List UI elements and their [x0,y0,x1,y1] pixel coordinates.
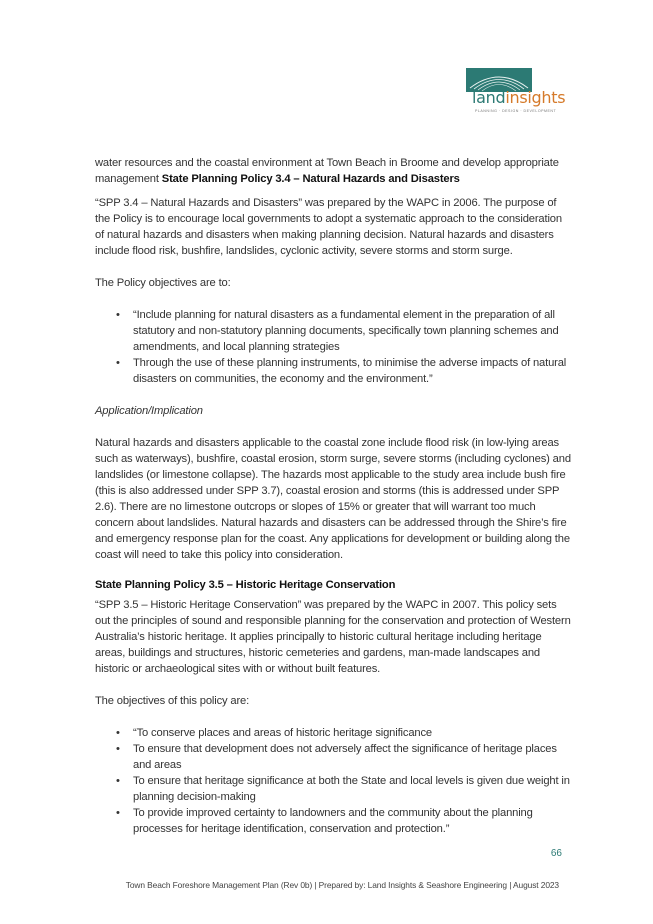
spp34-objectives-intro: The Policy objectives are to: [95,277,231,289]
spp35-objectives-intro: The objectives of this policy are: [95,695,250,707]
application-heading: Application/Implication [95,405,203,417]
page-footer: Town Beach Foreshore Management Plan (Rev 0b) | Prepared by: Land Insights & Seashore Engineering | August 2023 [125,880,559,890]
list-item: • To ensure that development does not adversely affect the significance of heritage places and areas [95,741,571,773]
list-item: • “Include planning for natural disasters as a fundamental element in the preparation of all statutory and non-statutory planning documents, specifically town planning schemes and amendments, and local planning strategies [95,307,571,355]
logo-tagline: PLANNING · DESIGN · DEVELOPMENT [475,109,557,113]
spp35-heading: State Planning Policy 3.5 – Historic Heritage Conservation [95,579,396,591]
intro-text: water resources and the coastal environment at Town Beach in Broome and develop appropriate management [95,157,559,185]
logo-insights-text: insights [505,88,566,107]
list-item: • Through the use of these planning instruments, to minimise the adverse impacts of natural disasters on communities, the economy and the environment.” [95,355,571,387]
spp35-objectives-list [95,725,571,837]
list-item: • “To conserve places and areas of historic heritage significance [95,725,571,741]
company-logo [466,68,566,118]
intro-paragraph [95,155,571,187]
document-body [95,155,571,837]
spp35-paragraph: “SPP 3.5 – Historic Heritage Conservation” was prepared by the WAPC in 2007. This policy sets out the principles of sound and responsible planning for the conservation and protection of Western Australia’s historic heritage. It applies principally to historic cultural heritage including heritage areas, buildings and structures, historic cemeteries and gardens, man-made landscapes and historic or archaeological sites with or without built features. [95,599,571,675]
application-paragraph: Natural hazards and disasters applicable to the coastal zone include flood risk (in low-lying areas such as waterways), bushfire, coastal erosion, storm surge, severe storms (including cyclones) and landslides (or limestone collapse). The hazards most applicable to the study area include bush fire (this is also addressed under SPP 3.7), coastal erosion and storms (this is addressed under SPP 2.6). There are no limestone outcrops or slopes of 15% or greater that will warrant too much concern about landslides. Natural hazards and disasters can be addressed through the Shire’s fire and emergency response plan for the coast. Any applications for development or building along the coast will need to take this policy into consideration. [95,437,571,561]
spp34-objectives-list [95,307,571,387]
spp34-paragraph: “SPP 3.4 – Natural Hazards and Disasters” was prepared by the WAPC in 2006. The purpose of the Policy is to encourage local governments to adopt a systematic approach to the consideration of natural hazards and disasters when making planning decision. Natural hazards and disasters include flood risk, bushfire, landslides, cyclonic activity, severe storms and storm surge. [95,197,562,257]
logo-wordmark [472,88,565,107]
spp34-heading: State Planning Policy 3.4 – Natural Hazards and Disasters [161,173,460,185]
page-number: 66 [550,848,562,859]
list-item: • To ensure that heritage significance at both the State and local levels is given due weight in planning decision-making [95,773,571,805]
logo-land-text: land [472,88,506,107]
list-item: • To provide improved certainty to landowners and the community about the planning processes for heritage identification, conservation and protection.” [95,805,571,837]
